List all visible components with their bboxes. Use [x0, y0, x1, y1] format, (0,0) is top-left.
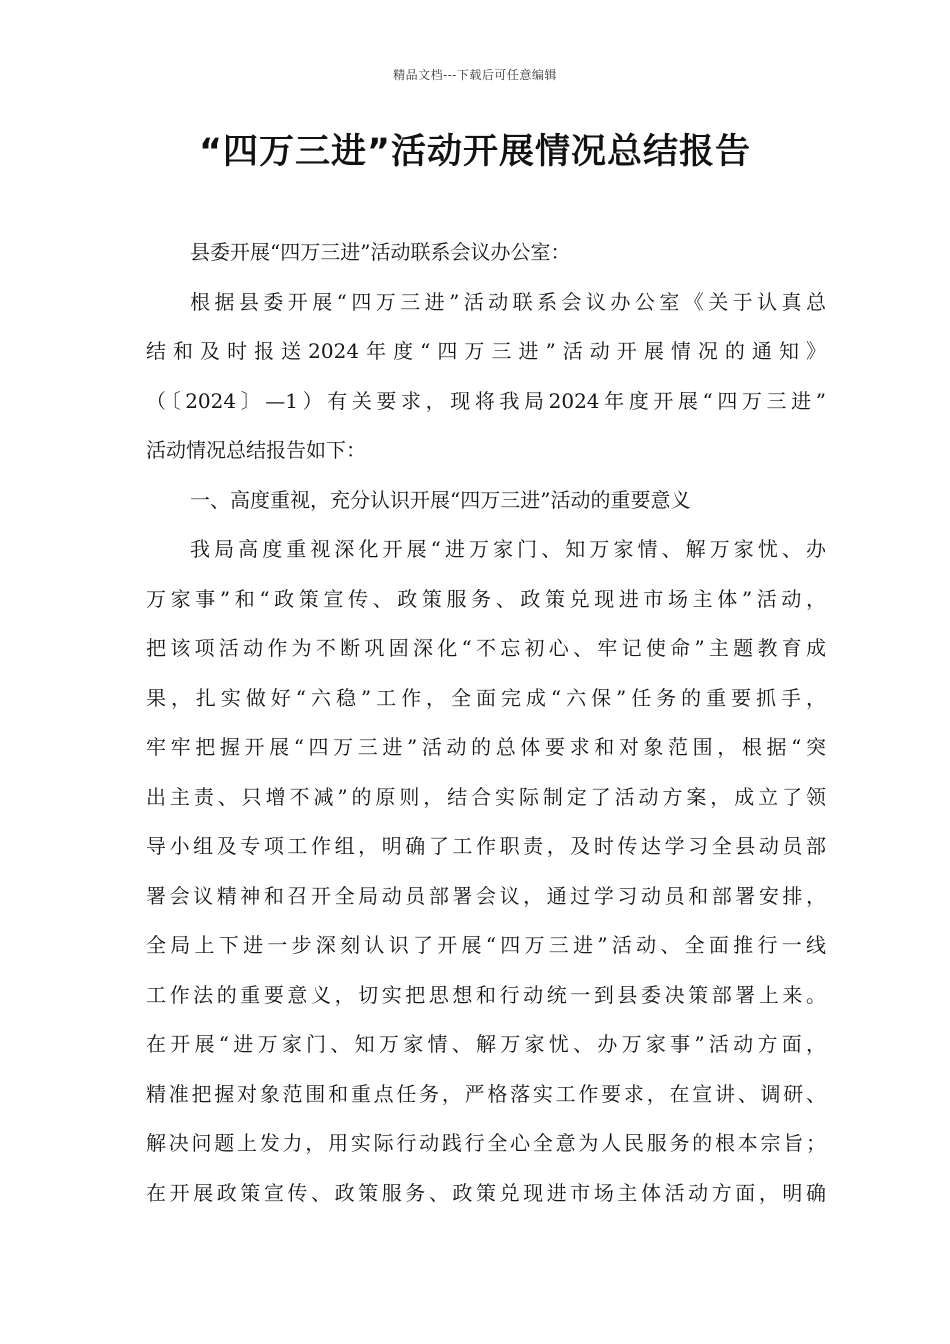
paragraph-line: 在开展政策宣传、政策服务、政策兑现进市场主体活动方面，明确: [146, 1180, 826, 1205]
paragraph-line: 活动情况总结报告如下：: [146, 438, 366, 462]
paragraph-line: 在开展“进万家门、知万家情、解万家忧、办万家事”活动方面，: [146, 1032, 826, 1056]
salutation: 县委开展“四万三进”活动联系会议办公室：: [190, 240, 571, 264]
paragraph-line: 果，扎实做好“六稳”工作，全面完成“六保”任务的重要抓手，: [146, 685, 826, 710]
document-title: “四万三进”活动开展情况总结报告: [198, 132, 751, 172]
document-body: [146, 228, 826, 1218]
paragraph-line: 根据县委开展“四万三进”活动联系会议办公室《关于认真总: [190, 289, 826, 314]
paragraph-line: 解决问题上发力，用实际行动践行全心全意为人民服务的根本宗旨；: [146, 1131, 826, 1155]
paragraph-line: 牢牢把握开展“四万三进”活动的总体要求和对象范围，根据“突: [146, 735, 826, 759]
paragraph-2: [146, 525, 826, 1218]
paragraph-line: 出主责、只增不减”的原则，结合实际制定了活动方案，成立了领: [146, 784, 826, 809]
paragraph-1: [146, 278, 826, 476]
paragraph-line: （〔2024〕—1）有关要求，现将我局2024年度开展“四万三进”: [146, 388, 826, 413]
paragraph-line: 全局上下进一步深刻认识了开展“四万三进”活动、全面推行一线: [146, 933, 826, 957]
paragraph-line: 导小组及专项工作组，明确了工作职责，及时传达学习全县动员部: [146, 834, 826, 858]
paragraph-line: 把该项活动作为不断巩固深化“不忘初心、牢记使命”主题教育成: [146, 636, 826, 660]
paragraph-line: 结和及时报送2024年度“四万三进”活动开展情况的通知》: [146, 339, 826, 363]
paragraph-line: 万家事”和“政策宣传、政策服务、政策兑现进市场主体”活动，: [146, 586, 826, 611]
section-heading-1: 一、高度重视，充分认识开展“四万三进”活动的重要意义: [190, 487, 691, 512]
paragraph-line: 署会议精神和召开全局动员部署会议，通过学习动员和部署安排，: [146, 883, 826, 908]
paragraph-line: 我局高度重视深化开展“进万家门、知万家情、解万家忧、办: [190, 537, 826, 561]
paragraph-line: 精准把握对象范围和重点任务，严格落实工作要求，在宣讲、调研、: [146, 1081, 826, 1106]
paragraph-line: 工作法的重要意义，切实把思想和行动统一到县委决策部署上来。: [146, 982, 826, 1007]
header-note: 精品文档---下载后可任意编辑: [393, 68, 557, 82]
